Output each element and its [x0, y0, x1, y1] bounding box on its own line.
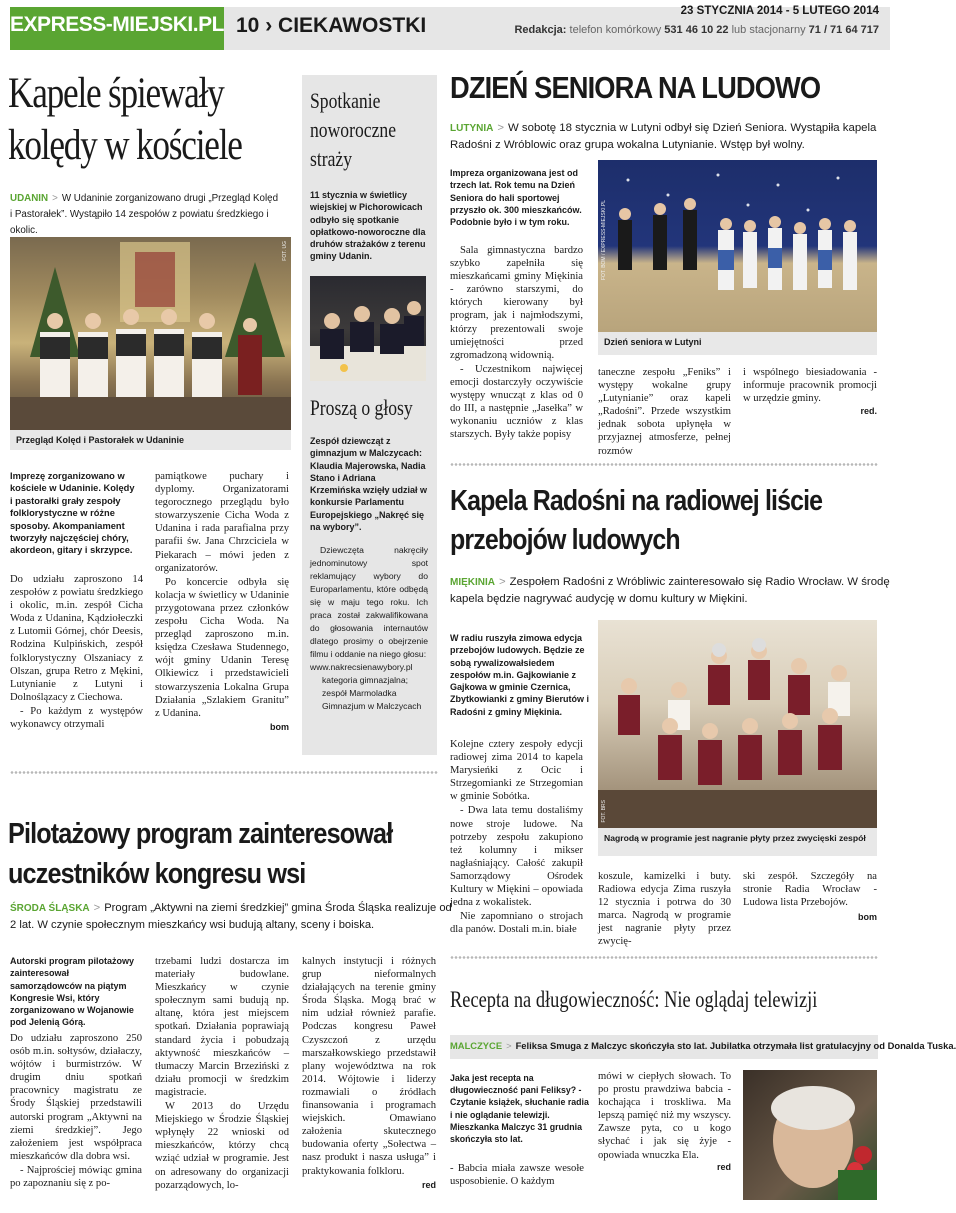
- sidebar-photo-illustration: [310, 276, 426, 381]
- senior-lead-line1: W sobotę 18 stycznia w Lutyni odbył się Dzień Seniora. Wystąpiła kapela: [508, 122, 877, 134]
- pilot-col3-p1: kalnych instytucji i różnych grup nieformalnych działających na terenie gminy Środa Śląska. Mogą brać w nim udział również parafie. Podczas kongresu Paweł Czyszczoń z urzędu marszałkowskiego przedstawił plany województwa na rok 2014. Wójtowie i liderzy rozmawiali o źródłach finansowania i programach wiejskich. Omawiano założenia skutecznego budowania oferty „Sołectwa – nasz produkt i nasza usługa” i praktykowania folkloru.: [302, 956, 436, 1177]
- header-brand[interactable]: EXPRESS-MIEJSKI.PL: [10, 13, 224, 36]
- radosni-lead-line1: Zespołem Radośni z Wróbliwic zainteresowało się Radio Wrocław. W środę: [509, 576, 890, 588]
- sidebar-body2: [310, 544, 428, 713]
- kapele-col1-p2: - Po każdym z występów wykonawcy otrzymali: [10, 705, 143, 731]
- sidebar-category-line2: zespół Marmoladka: [322, 688, 397, 698]
- kapele-col1-p1: Do udziału zaproszono 14 zespołów z powiatu średzkiego i okolic, m.in. zespół Cicha Woda z Udanina, Kądziołeczki z Lutomii Górnej, chór Deesis, Rodzina Kulpińskich, zespół folklorystyczny Olszaniacy z Olszan, grupa Retro z Mękini, Lutynianie z Lutyni i Dolnoślązacy z Ciechowa.: [10, 574, 143, 703]
- pilot-title-line2: uczestników kongresu wsi: [8, 858, 306, 890]
- radosni-title: [450, 482, 822, 560]
- pilot-col3: [302, 955, 436, 1179]
- recepta-arrow: >: [506, 1040, 512, 1051]
- sidebar-intro: 11 stycznia w świetlicy wiejskiej w Pichorowicach odbyło się spotkanie opłatkowo-noworoczne dla druhów strażaków z terenu gminy Udanin.: [310, 190, 426, 262]
- senior-col3-p1: i wspólnego biesiadowania - informuje pracownik promocji w urzędzie gminy.: [743, 367, 877, 405]
- kapele-photo-caption: Przegląd Kolęd i Pastorałek w Udaninie: [10, 430, 291, 450]
- kapele-lead-line2: i Pastorałek”. Wystąpiło 14 zespołów z powiatu średzkiego i okolic.: [10, 209, 269, 236]
- kapele-title-line2: kolędy w kościele: [8, 122, 242, 169]
- recepta-photo-illustration: [743, 1070, 877, 1200]
- pilot-title-line1: Pilotażowy program zainteresował: [8, 818, 393, 850]
- senior-col2-p1: taneczne zespołu „Feniks” i występy wokalne grupy „Lutynianie” oraz kapeli „Radośni”. Przede wszystkim jednak sobota upłynęła w przyjaznej atmosferze, pełnej rozmów: [598, 367, 731, 457]
- recepta-photo: [743, 1070, 877, 1200]
- kapele-photo: [10, 237, 291, 430]
- pilot-lead: [10, 900, 452, 934]
- recepta-signature: red: [716, 1162, 731, 1172]
- pilot-col1: [10, 1032, 142, 1191]
- senior-location: LUTYNIA: [450, 123, 494, 134]
- sidebar-title-line3: straży: [310, 146, 353, 171]
- sidebar-category-line1: kategoria gimnazjalna;: [322, 675, 408, 685]
- kapele-title: [8, 68, 242, 172]
- kapele-arrow: >: [52, 193, 58, 204]
- recepta-col1: [450, 1162, 584, 1189]
- recepta-lead-text: Feliksa Smuga z Malczyc skończyła sto lat. Jubilatka otrzymała list gratulacyjny od Donalda Tuska.: [515, 1040, 956, 1051]
- radosni-signature: bom: [858, 912, 877, 922]
- radosni-photo-caption: Nagrodą w programie jest nagranie płyty przez zwycięski zespół: [598, 828, 877, 856]
- radosni-col1: [450, 738, 583, 937]
- radosni-location: MIĘKINIA: [450, 577, 495, 588]
- radosni-photo-credit: FOT. BRS: [601, 800, 607, 823]
- senior-lead: [450, 120, 880, 154]
- senior-photo-credit: FOT. BOM / EXPRESS-MIEJSKI.PL: [601, 200, 607, 281]
- radosni-col3-p1: ski zespół. Szczegóły na stronie Radia Wrocław - Ludowa lista Przebojów.: [743, 871, 877, 909]
- radosni-col1-p1: Kolejne cztery zespoły edycji radiowej zima 2014 to kapela Marysieńki z Ocic i Strzegomianki ze Strzegomian w gminie Sobótka.: [450, 739, 583, 803]
- pilot-lead-line1: Program „Aktywni na ziemi średzkiej” gmina Środa Śląska realizuje od: [104, 902, 452, 914]
- kapele-photo-illustration: [10, 237, 291, 430]
- pilot-location: ŚRODA ŚLĄSKA: [10, 903, 90, 914]
- senior-title: DZIEŃ SENIORA NA LUDOWO: [450, 70, 821, 105]
- kapele-signature: bom: [270, 722, 289, 732]
- pilot-col2: [155, 955, 289, 1193]
- divider-right-2: [450, 955, 878, 960]
- senior-photo: [598, 160, 877, 332]
- recepta-col1-p2: - Babcia miała zawsze wesołe usposobienie. O każdym: [450, 1163, 584, 1188]
- recepta-location: MALCZYCE: [450, 1040, 503, 1051]
- sidebar-title-line1: Spotkanie: [310, 88, 381, 113]
- recepta-col2: [598, 1070, 731, 1163]
- pilot-signature: red: [421, 1180, 436, 1190]
- radosni-arrow: >: [499, 576, 506, 588]
- divider-right-1: [450, 462, 878, 467]
- page-number: 10: [236, 14, 260, 37]
- pilot-col1-p1: Do udziału zaproszono 250 osób m.in. sołtysów, działaczy, wójtów i burmistrzów. W drugim dniu spotkań pracownicy magistratu ze Środy Śląskiej przedstawili autorski program „Aktywni na ziemi średzkiej”. Jego założeniem jest współpraca mieszkańców dla dobra wsi.: [10, 1033, 142, 1162]
- sidebar-category-line3: Gimnazjum w Malczycach: [322, 701, 422, 711]
- senior-col1: [450, 244, 583, 442]
- radosni-photo-illustration: [598, 620, 877, 828]
- contact-label: Redakcja:: [514, 24, 567, 36]
- recepta-intro: Jaka jest recepta na długowieczność pani Feliksy? - Czytanie książek, słuchanie radia i nie oglądanie telewizji. Mieszkanka Malczyc 31 grudnia skończyła sto lat.: [450, 1073, 589, 1145]
- header-dates: 23 STYCZNIA 2014 - 5 LUTEGO 2014: [680, 5, 879, 17]
- kapele-lead-line1: W Udaninie zorganizowano drugi „Przegląd Kolęd: [61, 193, 279, 204]
- recepta-title: Recepta na długowieczność: Nie oglądaj telewizji: [450, 987, 818, 1012]
- kapele-intro: Imprezę zorganizowano w kościele w Udaninie. Kolędy i pastorałki grały zespoły folklorystyczne w różne sposoby. Akompaniament tworzyły najczęściej chóry, akordeon, gitary i skrzypce.: [10, 471, 135, 556]
- radosni-col1-p2: - Dwa lata temu dostaliśmy nowe stroje ludowe. Na potrzeby zespołu zakupiono też kolumny i mikser nagłaśniający. Całość zakupił Samorządowy Ośrodek Kultury w Miękini – opowiada jedna z wokalistek.: [450, 805, 583, 909]
- senior-col2: [598, 366, 731, 459]
- senior-photo-illustration: [598, 160, 877, 332]
- pilot-col2-p1: trzebami ludzi dostarcza im materiały budowlane. Mieszkańcy w czynie społecznym sami budują np. altanę, która jest miejscem spotkań. Działania poprawiają standard życia i pobudzają aktywność mieszkańców – tłumaczy Marcin Brzeziński z działu promocji w średzkim magistracie.: [155, 956, 289, 1098]
- sidebar-body2-text: Dziewczęta nakręciły jednominutowy spot reklamujący wybory do Europarlamentu, które odbędą się w maju tego roku. Ich praca został zakwalifikowana do głosowania internautów dlatego prosimy o obejrzenie filmu i oddanie na niego głosu:: [310, 545, 428, 659]
- radosni-lead-line2: kapela będzie nagrywać audycję w domu kultury w Miękini.: [450, 593, 748, 605]
- senior-signature: red.: [860, 406, 877, 416]
- senior-col1-p1: Sala gimnastyczna bardzo szybko zapełniła się mieszkańcami gminy Miękinia - zarówno starszymi, do których kierowany był program, jak i najmłodszymi, którzy prezentowali swoje umiejętności przed zgromadzoną widownią.: [450, 245, 583, 361]
- senior-lead-line2: Radośni z Wróblowic oraz grupa wokalna Lutynianie. Wstęp był wolny.: [450, 139, 805, 151]
- pilot-col2-p2: W 2013 do Urzędu Miejskiego w Środzie Śląskiej wpłynęły 22 wnioski od mieszkańców, którzy chcą wziąć udział w programie. Jest on adresowany do organizacji pozarządowych, lo-: [155, 1101, 289, 1191]
- recepta-col2-p1: mówi w ciepłych słowach. To po prostu prawdziwa babcia - kochająca i troskliwa. Ma lepszą pamięć niż my wszyscy. Zawsze pyta, co u kogo słychać i jak się żyje - opowiada wnuczka Ela.: [598, 1071, 731, 1161]
- header-contact: [514, 24, 879, 36]
- radosni-title-line1: Kapela Radośni na radiowej liście: [450, 485, 823, 517]
- senior-col3: [743, 366, 877, 406]
- kapele-col2-p1: pamiątkowe puchary i dyplomy. Organizatorami tegorocznego przeglądu było stowarzyszenie Cicha Woda z Udanina i rada parafialna przy parafii św. Jana Chrzciciela w Piekarach – mówi jeden z organizatorów.: [155, 471, 289, 574]
- sidebar-title: [310, 86, 396, 173]
- kapele-photo-credit: FOT. UG: [282, 241, 288, 261]
- radosni-intro: W radiu ruszyła zimowa edycja przebojów ludowych. Będzie ze sobą rywalizowałsiedem zespołów m.in. Gajkowianie z Gajkowa w gminie Czernica, Zbytkowianki z gminy Bierutów i Radośni z gminy Miękinia.: [450, 633, 590, 717]
- sidebar-url[interactable]: www.nakrecsienawybory.pl: [310, 662, 413, 672]
- sidebar-photo: [310, 276, 426, 381]
- pilot-arrow: >: [93, 902, 101, 914]
- senior-photo-caption: Dzień seniora w Lutyni: [598, 332, 877, 355]
- pilot-col1-p2: - Najprościej mówiąc gmina po zapoznaniu się z po-: [10, 1164, 142, 1190]
- senior-intro: Impreza organizowana jest od trzech lat. Rok temu na Dzień Seniora do hali sportowej przyszło ok. 300 mieszkańców. Podobnie było i w tym roku.: [450, 168, 582, 228]
- contact-landline[interactable]: 71 / 71 64 717: [808, 24, 879, 36]
- radosni-col2-p1: koszule, kamizelki i buty. Radiowa edycja Zima ruszyła 12 stycznia i potrwa do 30 marca. Nagrodą w programie jest nagranie płyty przez zwycię-: [598, 871, 731, 948]
- kapele-lead: [10, 191, 295, 239]
- sidebar-intro2: Zespół dziewcząt z gimnazjum w Malczycach: Klaudia Majerowska, Nadia Stano i Adriana Krzemińska wzięły udział w konkursie Parlamentu Europejskiego „Nakręć się na wybory”.: [310, 436, 428, 533]
- kapele-location: UDANIN: [10, 193, 49, 204]
- section-name: CIEKAWOSTKI: [278, 14, 427, 37]
- pilot-intro: Autorski program pilotażowy zainteresował samorządowców na piątym Kongresie Wsi, który zorganizowano w Wojanowie pod Jelenią Górą.: [10, 956, 135, 1028]
- kapele-col2: [155, 470, 289, 721]
- kapele-col2-p2: Po koncercie odbyła się kolacja w świetlicy w Udaninie przygotowana przez członków zespołu Cicha Woda. Na przegląd zaproszono m.in. księdza Czesława Studennego, wójt gminy Udanin Teresę Olkiewicz i przedstawicieli stowarzyszenia Lokalna Grupa Działania „Szlakiem Granitu” z Udanina.: [155, 576, 289, 719]
- radosni-col1-p3: Nie zapomniano o strojach dla panów. Dostali m.in. białe: [450, 911, 583, 936]
- radosni-col3: [743, 870, 877, 910]
- senior-col1-p2: - Uczestnikom najwięcej emocji dostarczyły oczywiście występy wnucząt z klas od 0 do III, a następnie „Jasełka” w wykonaniu uczniów z klas starszych. Były także popisy: [450, 363, 583, 441]
- pilot-lead-line2: 2 lat. W czynie społecznym mieszkańcy wsi budują altany, sceny i boiska.: [10, 919, 375, 931]
- kapele-col1: [10, 573, 143, 732]
- recepta-lead: [450, 1040, 956, 1051]
- pilot-title: [8, 814, 392, 894]
- senior-arrow: >: [497, 122, 504, 134]
- sidebar-title2: Proszą o głosy: [310, 395, 413, 420]
- header-section: [236, 14, 426, 38]
- divider-left-1: [10, 770, 438, 775]
- sidebar-category: [310, 674, 428, 713]
- contact-text: telefon komórkowy: [569, 24, 662, 36]
- section-separator: ›: [265, 14, 273, 37]
- contact-or: lub stacjonarny: [731, 24, 806, 36]
- radosni-photo: [598, 620, 877, 828]
- sidebar-title-line2: noworoczne: [310, 117, 397, 142]
- radosni-title-line2: przebojów ludowych: [450, 524, 680, 556]
- radosni-col2: [598, 870, 731, 950]
- kapele-title-line1: Kapele śpiewały: [8, 70, 224, 117]
- contact-mobile[interactable]: 531 46 10 22: [664, 24, 729, 36]
- radosni-lead: [450, 574, 890, 608]
